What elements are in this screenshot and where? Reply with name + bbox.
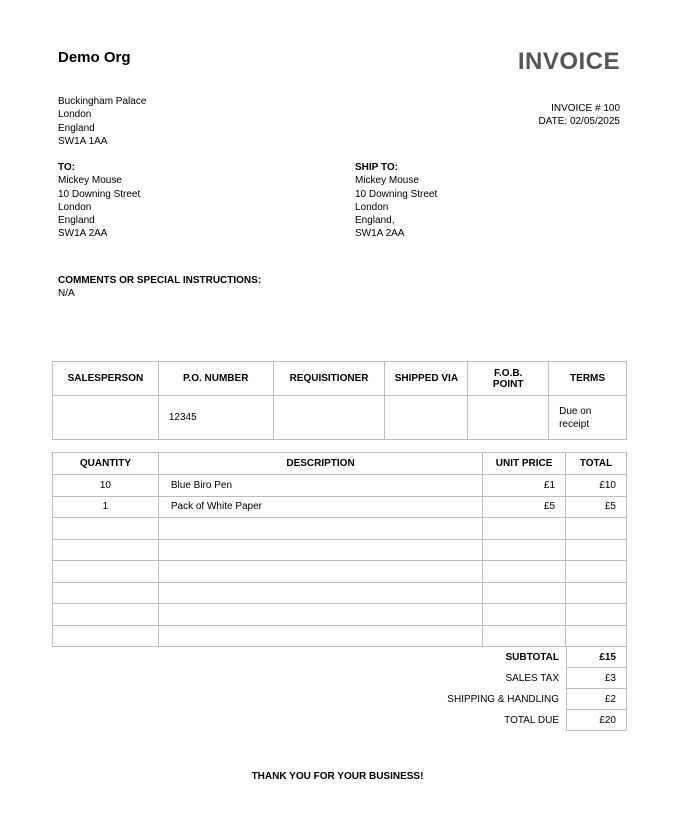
subtotal-label: SUBTOTAL [505, 651, 559, 663]
fob-point-value [468, 396, 549, 440]
order-info-header-row [53, 362, 627, 396]
thank-you-footer: THANK YOU FOR YOUR BUSINESS! [251, 771, 424, 782]
item-total: £10 [566, 475, 627, 497]
item-quantity [53, 582, 159, 604]
item-description [158, 518, 482, 540]
item-description [158, 582, 482, 604]
po-number-header: P.O. NUMBER [158, 362, 273, 396]
item-total: £5 [566, 496, 627, 518]
table-row [53, 496, 627, 518]
comments-value: N/A [58, 288, 75, 300]
sales-tax-value: £3 [567, 668, 627, 689]
terms-line: receipt [559, 418, 590, 430]
item-unit-price [483, 518, 566, 540]
shipped-via-header: SHIPPED VIA [385, 362, 468, 396]
item-quantity [53, 625, 159, 647]
item-description [158, 625, 482, 647]
bill-to-line: London [58, 201, 92, 213]
ship-to-line: 10 Downing Street [355, 188, 438, 200]
total-due-value: £20 [567, 710, 627, 731]
item-total [566, 582, 627, 604]
subtotal-row [447, 647, 626, 668]
item-quantity [53, 604, 159, 626]
item-description [158, 604, 482, 626]
table-row [53, 561, 627, 583]
subtotal-value: £15 [567, 647, 627, 668]
description-header: DESCRIPTION [158, 453, 482, 475]
item-total [566, 539, 627, 561]
item-unit-price [483, 561, 566, 583]
item-quantity [53, 518, 159, 540]
item-total [566, 625, 627, 647]
document-title: INVOICE [517, 48, 620, 75]
item-quantity [53, 561, 159, 583]
unit-price-header: UNIT PRICE [483, 453, 566, 475]
item-unit-price [483, 604, 566, 626]
item-unit-price: £1 [483, 475, 566, 497]
from-address-line: London [58, 109, 92, 121]
ship-to-line: England, [355, 215, 395, 227]
table-row [53, 582, 627, 604]
salesperson-value [53, 396, 159, 440]
invoice-meta [538, 102, 620, 129]
item-quantity [53, 539, 159, 561]
bill-to-line: 10 Downing Street [58, 188, 141, 200]
totals-table [447, 646, 627, 731]
item-description [158, 539, 482, 561]
ship-to-line: London [355, 201, 389, 213]
terms-line: Due on [559, 405, 592, 417]
org-name: Demo Org [58, 49, 131, 66]
po-number-value: 12345 [158, 396, 273, 440]
line-items-table [52, 452, 627, 647]
shipping-label: SHIPPING & HANDLING [447, 693, 559, 705]
item-unit-price: £5 [483, 496, 566, 518]
requisitioner-header: REQUISITIONER [273, 362, 385, 396]
item-unit-price [483, 582, 566, 604]
sales-tax-label: SALES TAX [505, 672, 559, 684]
order-info-table [52, 361, 627, 440]
bill-to-line: Mickey Mouse [58, 175, 122, 187]
table-row [53, 539, 627, 561]
fob-point-header: F.O.B. POINT [468, 362, 549, 396]
shipped-via-value [385, 396, 468, 440]
ship-to-block [355, 161, 437, 241]
item-quantity: 1 [53, 496, 159, 518]
table-row [53, 625, 627, 647]
item-unit-price [483, 539, 566, 561]
table-row [53, 604, 627, 626]
salesperson-header: SALESPERSON [53, 362, 159, 396]
invoice-number: INVOICE # 100 [551, 103, 620, 114]
ship-to-line: Mickey Mouse [355, 175, 419, 187]
total-due-label: TOTAL DUE [504, 714, 559, 726]
terms-header: TERMS [549, 362, 627, 396]
item-unit-price [483, 625, 566, 647]
invoice-date: DATE: 02/05/2025 [538, 116, 620, 128]
item-description [158, 561, 482, 583]
item-quantity: 10 [53, 475, 159, 497]
from-address-line: England [58, 122, 95, 134]
line-items-header-row [53, 453, 627, 475]
shipping-value: £2 [567, 689, 627, 710]
from-address-line: Buckingham Palace [58, 96, 147, 107]
comments-block [58, 274, 261, 301]
from-address [58, 95, 146, 148]
table-row [53, 475, 627, 497]
bill-to-line: SW1A 2AA [58, 228, 108, 240]
quantity-header: QUANTITY [53, 453, 159, 475]
bill-to-label: TO: [58, 162, 76, 173]
comments-label: COMMENTS OR SPECIAL INSTRUCTIONS: [58, 275, 262, 286]
item-total [566, 518, 627, 540]
item-total [566, 604, 627, 626]
ship-to-label: SHIP TO: [355, 162, 398, 173]
total-due-row [447, 710, 626, 731]
item-total [566, 561, 627, 583]
terms-value [549, 396, 627, 440]
item-description: Blue Biro Pen [158, 475, 482, 497]
order-info-row [53, 396, 627, 440]
bill-to-line: England [58, 215, 95, 227]
item-description: Pack of White Paper [158, 496, 482, 518]
from-address-line: SW1A 1AA [58, 135, 108, 147]
total-header: TOTAL [566, 453, 627, 475]
shipping-row [447, 689, 626, 710]
sales-tax-row [447, 668, 626, 689]
ship-to-line: SW1A 2AA [355, 228, 405, 240]
bill-to-block [58, 161, 140, 241]
table-row [53, 518, 627, 540]
requisitioner-value [273, 396, 385, 440]
